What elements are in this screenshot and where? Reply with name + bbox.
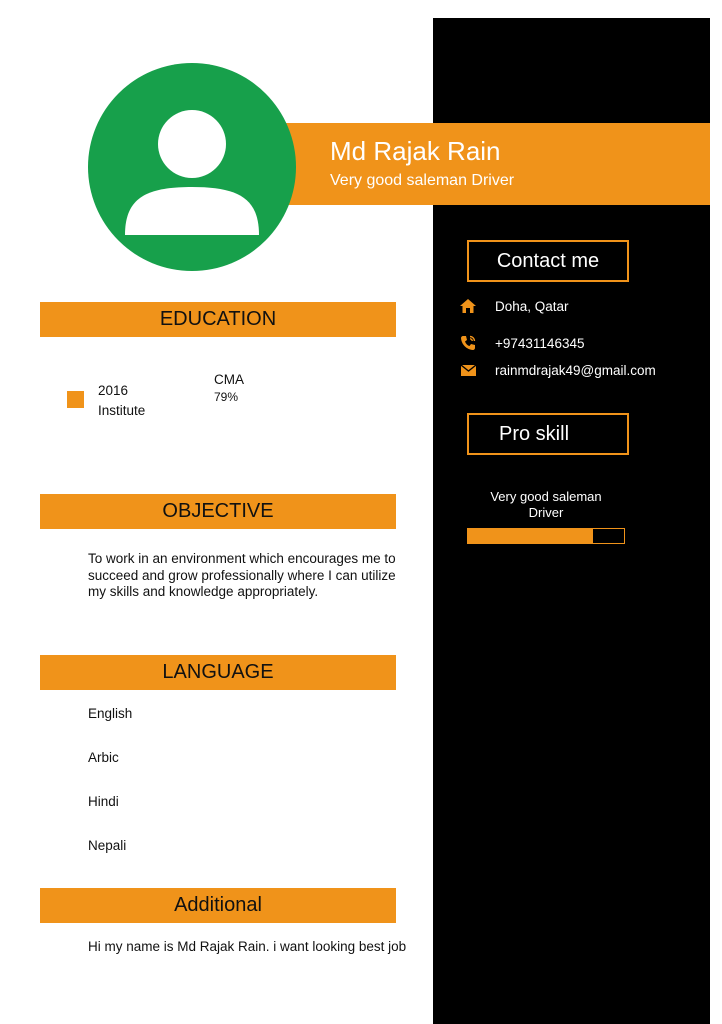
avatar-icon (88, 63, 296, 271)
phone-icon (458, 335, 478, 351)
contact-phone: +97431146345 (495, 335, 585, 351)
language-item: Nepali (88, 838, 127, 853)
contact-location: Doha, Qatar (495, 298, 569, 314)
language-item: Arbic (88, 750, 119, 765)
language-item: Hindi (88, 794, 119, 809)
contact-heading: Contact me (467, 240, 629, 282)
contact-email-row (458, 360, 656, 380)
email-icon (458, 362, 478, 378)
objective-line: To work in an environment which encourages me to (88, 551, 396, 566)
language-item: English (88, 706, 133, 721)
home-icon (458, 298, 478, 314)
skill-progress-bar (467, 528, 625, 544)
education-degree: CMA (214, 372, 244, 387)
education-year: 2016 (98, 383, 129, 398)
skills-heading: Pro skill (467, 413, 629, 455)
language-heading: LANGUAGE (40, 655, 396, 690)
objective-line: succeed and grow professionally where I can utilize (88, 568, 396, 583)
skill-label-line: Very good saleman (490, 489, 602, 504)
person-name: Md Rajak Rain (330, 136, 501, 166)
education-bullet (67, 391, 84, 408)
objective-heading: OBJECTIVE (40, 494, 396, 529)
education-institute: Institute (98, 403, 146, 418)
education-score: 79% (214, 390, 239, 404)
additional-heading: Additional (40, 888, 396, 923)
contact-location-row (458, 296, 569, 316)
skill-label-line: Driver (528, 505, 564, 520)
skill-label (467, 489, 625, 521)
skill-progress-fill (468, 529, 593, 543)
additional-text: Hi my name is Md Rajak Rain. i want looking best job (88, 939, 407, 954)
education-heading: EDUCATION (40, 302, 396, 337)
objective-line: my skills and knowledge appropriately. (88, 584, 319, 599)
person-title: Very good saleman Driver (330, 172, 515, 189)
contact-phone-row (458, 333, 584, 353)
contact-email: rainmdrajak49@gmail.com (495, 362, 656, 378)
